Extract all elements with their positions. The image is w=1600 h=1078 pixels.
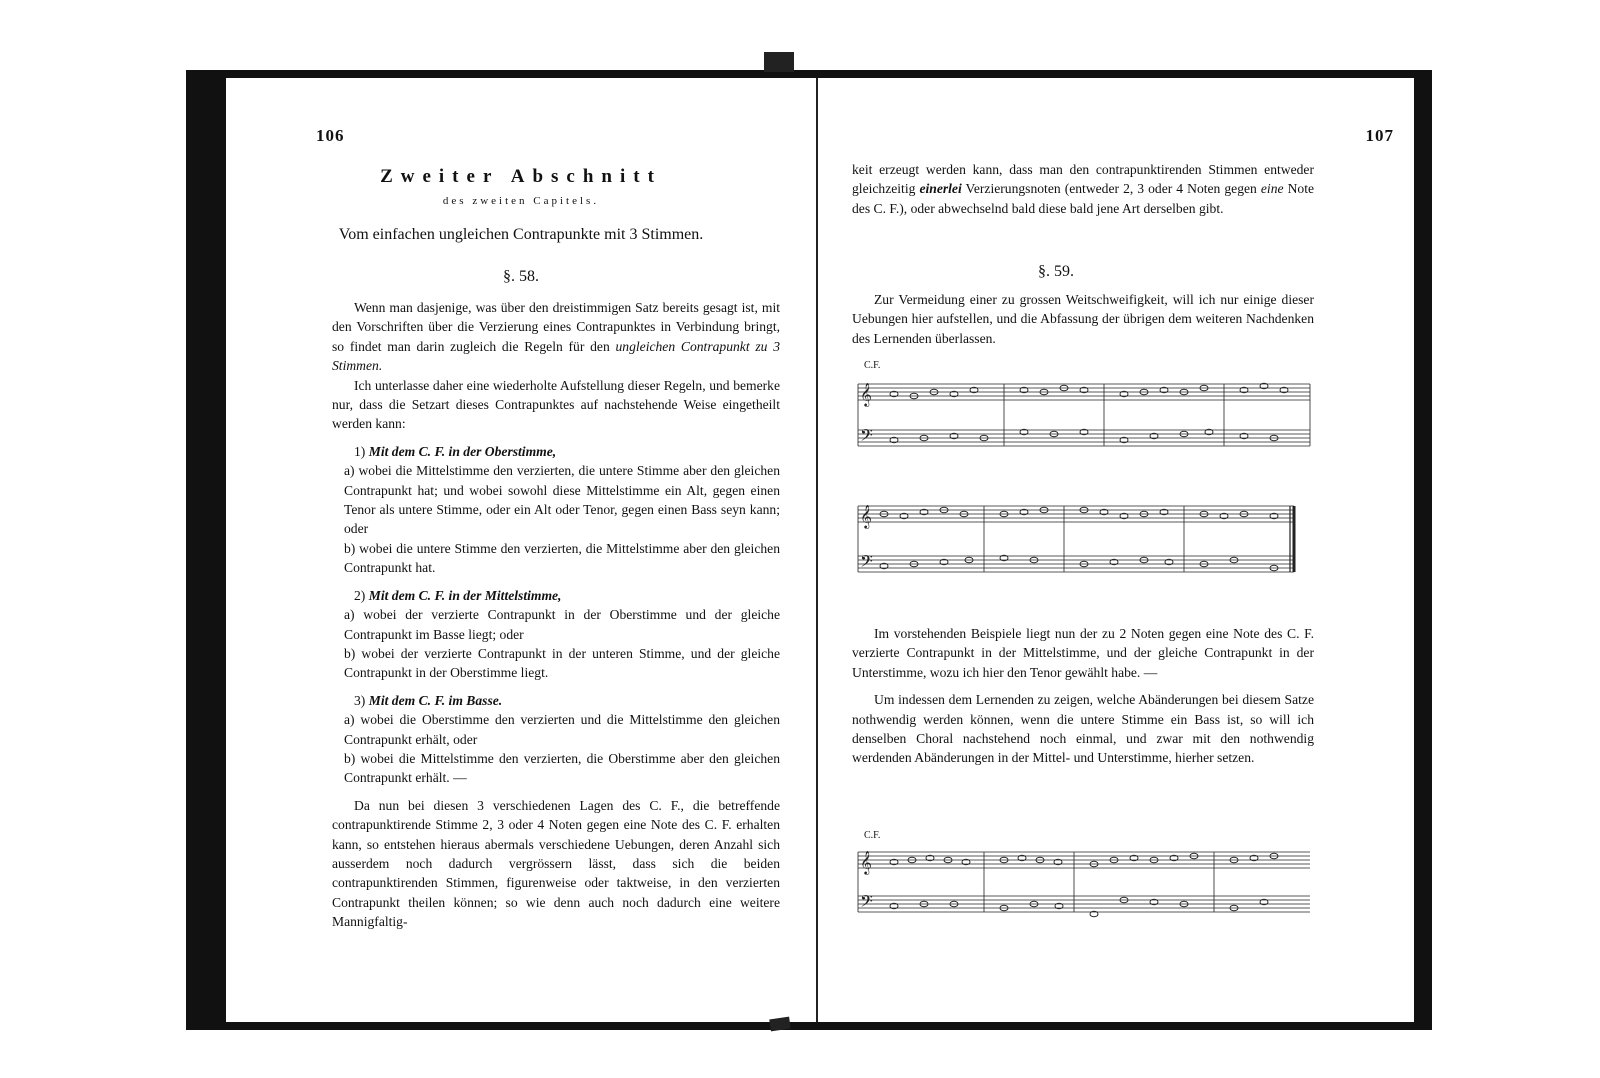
- cantus-firmus-label-1: C.F.: [864, 360, 881, 371]
- right-page: [818, 78, 1414, 1022]
- continuation-emphasis-2: eine: [1260, 181, 1284, 197]
- section-58-heading: §. 58.: [503, 268, 539, 285]
- item-3-number: 3): [354, 692, 366, 708]
- chapter-title: Zweiter Abschnitt: [380, 166, 662, 187]
- svg-text:𝄢: 𝄢: [860, 551, 873, 575]
- music-example-1: [854, 360, 1314, 600]
- paragraph-division: Ich unterlasse daher eine wiederholte Aufstellung dieser Regeln, und bemerke nur, dass die Setzart dieses Contrapunktes auf nachstehende Weise eingetheilt werden kann:: [332, 377, 780, 432]
- item-1b: b) wobei die untere Stimme den verzierten, die Mittelstimme aber den gleichen Contrapunkt hat.: [344, 540, 780, 576]
- paragraph-intro-text: Wenn man dasjenige, was über den dreistimmigen Satz bereits gesagt ist, mit den Vorschriften über die Verzierung eines Contrapunktes in Verbindung bringt, so findet man darin zugleich die Regeln für den: [332, 300, 780, 354]
- svg-text:𝄞: 𝄞: [860, 850, 872, 874]
- svg-text:𝄢: 𝄢: [860, 891, 873, 915]
- paragraph-variations: Da nun bei diesen 3 verschiedenen Lagen des C. F., die betreffende contrapunktirende Stimme 2, 3 oder 4 Noten gegen eine Note des C. F. erhalten kann, so entstehen hieraus abermals verschiedene Uebungen, deren Anzahl sich ausserdem noch dadurch vergrössern lässt, dass sich die beiden contrapunktirenden Stimmen, figurenweise oder taktweise, in den verzierten Contrapunkt theilen können; so wie denn auch noch dadurch eine weitere Mannigfaltig-: [332, 797, 780, 930]
- continuation-emphasis-1: einerlei: [919, 181, 962, 197]
- score-1-notation: [854, 360, 1314, 600]
- section-59-heading: §. 59.: [1038, 263, 1074, 280]
- right-top-text: [852, 160, 1314, 218]
- item-3b: b) wobei die Mittelstimme den verzierten, die Oberstimme aber den gleichen Contrapunkt erhält. —: [344, 750, 780, 786]
- continuation-text-3: Note des C. F.), oder abwechselnd bald diese bald jene Art derselben gibt.: [852, 181, 1315, 216]
- item-3-title: [332, 691, 780, 710]
- item-1-label: Mit dem C. F. in der Oberstimme,: [368, 443, 557, 459]
- item-3a: a) wobei die Oberstimme den verzierten und die Mittelstimme den gleichen Contrapunkt erhält, oder: [344, 712, 780, 747]
- item-2-label: Mit dem C. F. in der Mittelstimme,: [368, 587, 562, 603]
- item-1-title: [332, 442, 780, 461]
- continuation-text-2: Verzierungsnoten (entweder 2, 3 oder 4 Noten gegen: [961, 181, 1261, 197]
- item-2a: a) wobei der verzierte Contrapunkt in der Oberstimme und der gleiche Contrapunkt im Basse liegt; oder: [344, 607, 780, 642]
- item-1a: a) wobei die Mittelstimme den verzierten, die untere Stimme aber den gleichen Contrapunkt hat; und wobei sowohl diese Mittelstimme ein Alt, gegen einen Tenor als untere Stimme, oder ein Alt oder Tenor, gegen einen Bass seyn kann; oder: [344, 463, 780, 537]
- paragraph-example-explanation: Im vorstehenden Beispiele liegt nun der zu 2 Noten gegen eine Note des C. F. verzierte Contrapunkt in der Mittelstimme, und der gleiche Contrapunkt in der Unterstimme, wozu ich hier den Tenor gewählt habe. —: [852, 626, 1314, 680]
- svg-text:𝄞: 𝄞: [860, 504, 872, 528]
- page-number-right: 107: [1365, 126, 1394, 145]
- item-2-title: [332, 586, 780, 605]
- cantus-firmus-label-2: C.F.: [864, 830, 881, 841]
- music-example-2: [854, 830, 1314, 940]
- left-body-text: [332, 298, 780, 932]
- continuation-text-1: keit erzeugt werden kann, dass man den contrapunktirenden Stimmen entweder gleichzeitig: [852, 162, 1314, 197]
- svg-text:𝄞: 𝄞: [860, 382, 872, 406]
- paragraph-continuation: [852, 160, 1314, 218]
- spine-edge-mark: [764, 52, 794, 72]
- right-intro-text: [852, 290, 1314, 348]
- chapter-heading: Vom einfachen ungleichen Contrapunkte mit 3 Stimmen.: [338, 226, 704, 243]
- item-1-number: 1): [354, 443, 366, 459]
- score-2-notation: [854, 830, 1314, 940]
- page-number-left: 106: [316, 126, 345, 145]
- book-spread: [186, 70, 1432, 1030]
- paragraph-bass-variant: Um indessen dem Lernenden zu zeigen, welche Abänderungen bei diesem Satze nothwendig werden können, wenn die untere Stimme ein Bass ist, so will ich denselben Choral nachstehend noch einmal, und zwar mit den nothwendig werdenden Abänderungen in der Mittel- und Unterstimme, hierher setzen.: [852, 692, 1314, 766]
- paragraph-exercises: Zur Vermeidung einer zu grossen Weitschweifigkeit, will ich nur einige dieser Uebungen hier aufstellen, und die Abfassung der übrigen dem weiteren Nachdenken des Lernenden überlassen.: [852, 292, 1314, 346]
- paragraph-intro: [332, 298, 780, 376]
- right-middle-text: [852, 624, 1314, 768]
- item-2-number: 2): [354, 587, 366, 603]
- item-2b: b) wobei der verzierte Contrapunkt in der unteren Stimme, und der gleiche Contrapunkt in der Oberstimme liegt.: [344, 645, 780, 681]
- left-page: [226, 78, 816, 1022]
- paragraph-intro-emphasis: ungleichen Contrapunkt zu 3 Stimmen.: [332, 338, 780, 374]
- item-3-label: Mit dem C. F. im Basse.: [368, 692, 503, 708]
- chapter-subtitle: des zweiten Capitels.: [442, 195, 600, 207]
- svg-text:𝄢: 𝄢: [860, 425, 873, 449]
